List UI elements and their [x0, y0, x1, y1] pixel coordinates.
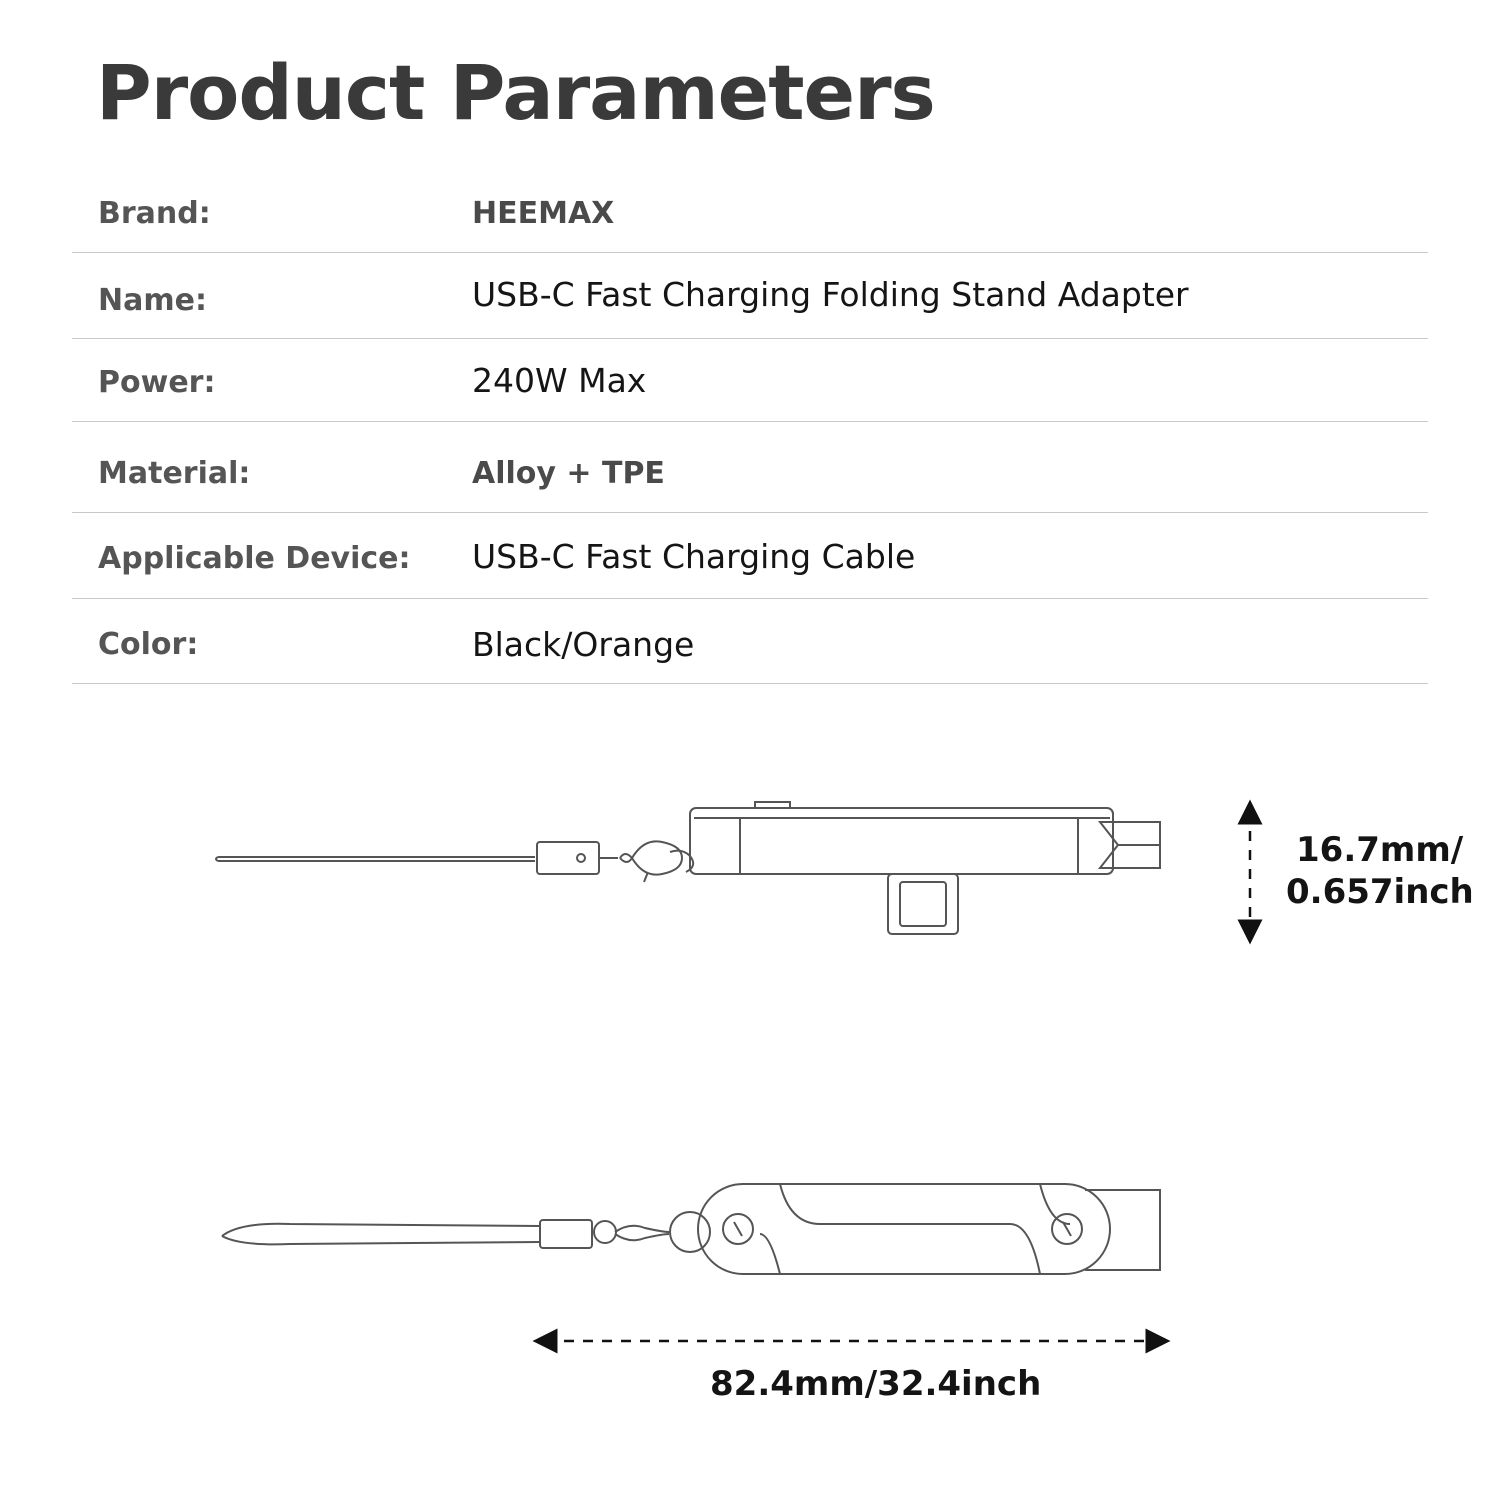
strap-clip-side: [537, 842, 599, 874]
spec-value: HEEMAX: [472, 196, 615, 231]
spec-value: Black/Orange: [472, 625, 695, 664]
spec-value: USB-C Fast Charging Folding Stand Adapter: [472, 275, 1189, 314]
height-dimension-label-inch: 0.657inch: [1286, 872, 1474, 912]
spec-label: Material:: [98, 456, 251, 491]
strap-clip-top: [540, 1220, 592, 1248]
lanyard-strap-top: [222, 1224, 540, 1245]
height-dimension-label-mm: 16.7mm/: [1296, 830, 1464, 870]
spec-label: Brand:: [98, 196, 211, 231]
spec-value: 240W Max: [472, 361, 647, 400]
spec-label: Name:: [98, 283, 207, 318]
spec-label: Color:: [98, 627, 199, 662]
usb-c-plug-top: [1085, 1190, 1160, 1270]
spec-value: USB-C Fast Charging Cable: [472, 537, 916, 576]
lobster-clasp-side: [599, 841, 682, 882]
lobster-clasp-top: [615, 1226, 669, 1241]
page-title: Product Parameters: [96, 48, 935, 137]
spec-label: Power:: [98, 365, 216, 400]
side-view-drawing: [216, 802, 1160, 934]
lanyard-strap-side: [218, 857, 535, 861]
spec-label: Applicable Device:: [98, 541, 411, 576]
top-view-drawing: [222, 1184, 1160, 1274]
adapter-body-top: [698, 1184, 1110, 1274]
spec-value: Alloy + TPE: [472, 456, 665, 491]
length-dimension-label: 82.4mm/32.4inch: [710, 1364, 1042, 1404]
